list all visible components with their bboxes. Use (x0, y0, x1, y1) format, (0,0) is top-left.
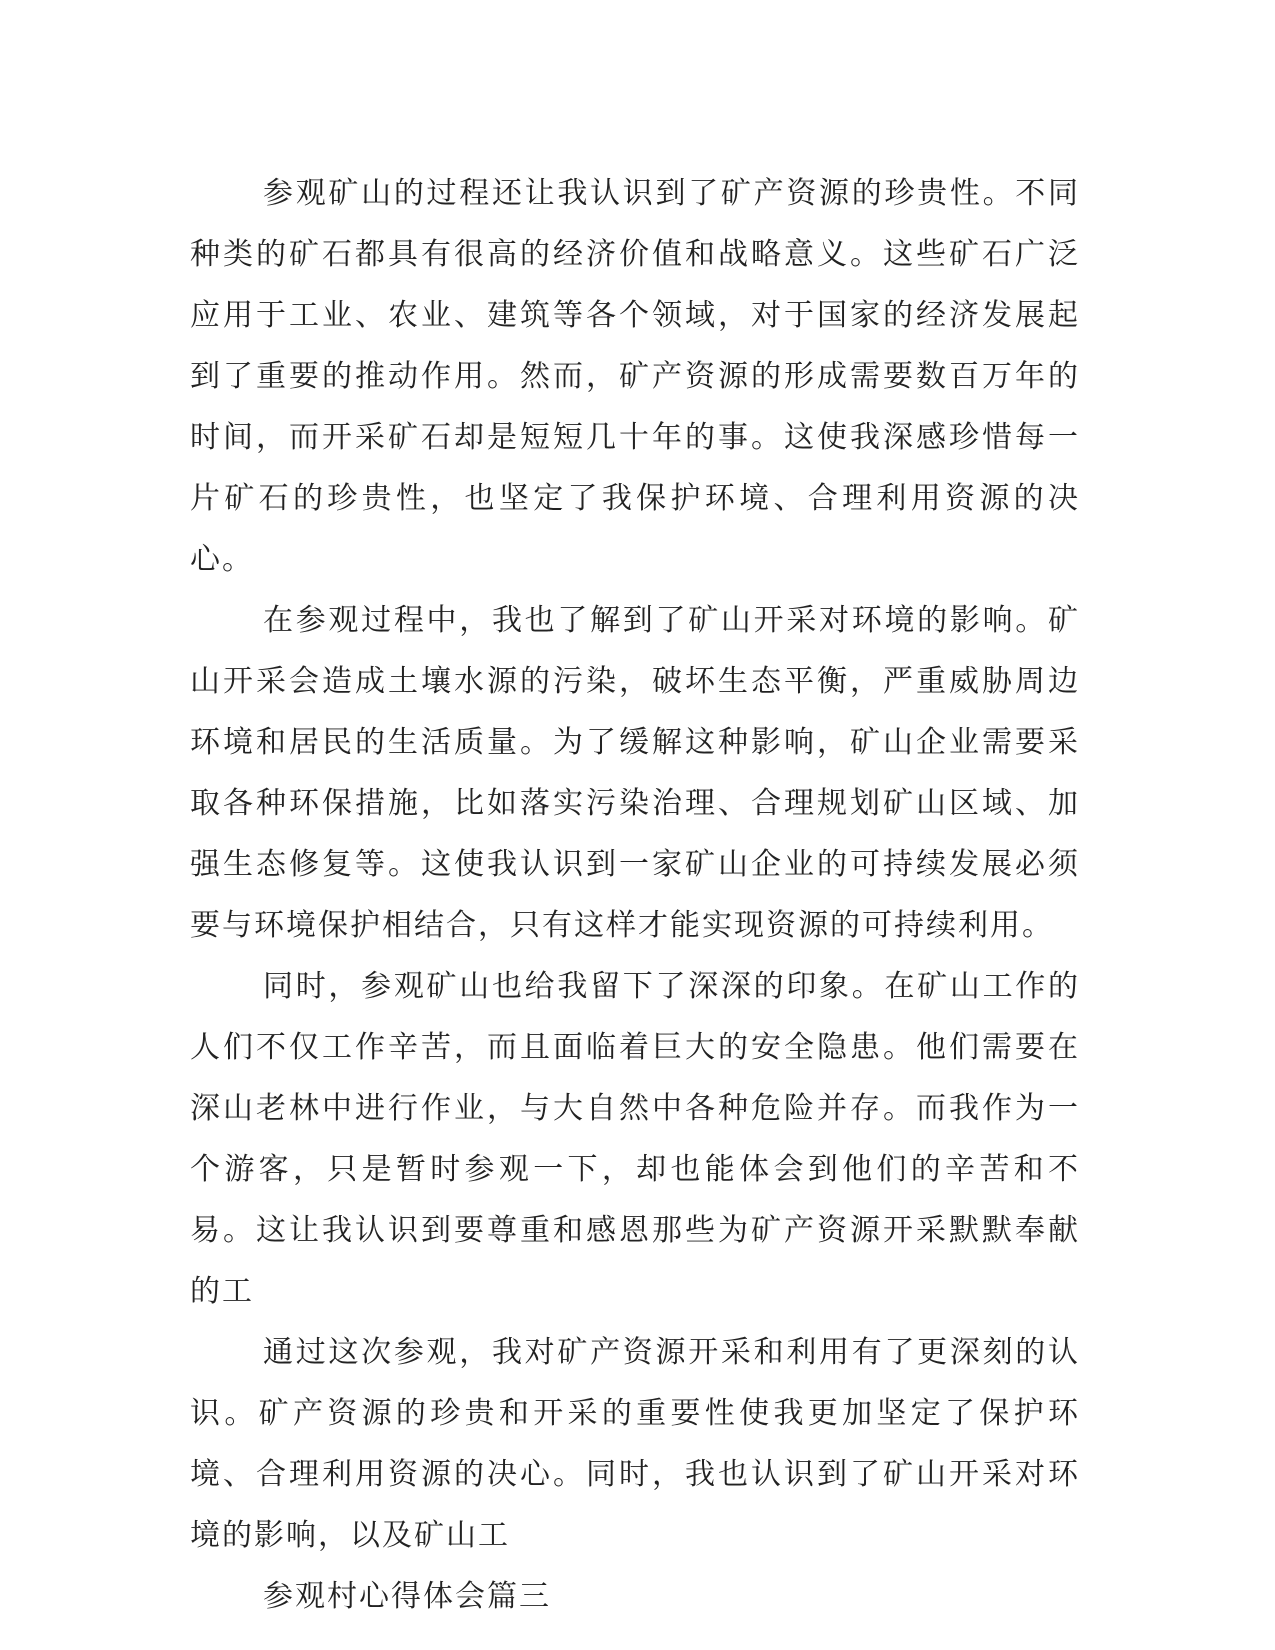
document-body (190, 163, 1080, 1627)
paragraph-4: 通过这次参观，我对矿产资源开采和利用有了更深刻的认识。矿产资源的珍贵和开采的重要性使我更加坚定了保护环境、合理利用资源的决心。同时，我也认识到了矿山开采对环境的影响，以及矿山工 (190, 1335, 1080, 1553)
paragraph-3: 同时，参观矿山也给我留下了深深的印象。在矿山工作的人们不仅工作辛苦，而且面临着巨大的安全隐患。他们需要在深山老林中进行作业，与大自然中各种危险并存。而我作为一个游客，只是暂时参观一下，却也能体会到他们的辛苦和不易。这让我认识到要尊重和感恩那些为矿产资源开采默默奉献的工 (190, 969, 1080, 1309)
paragraph-1: 参观矿山的过程还让我认识到了矿产资源的珍贵性。不同种类的矿石都具有很高的经济价值和战略意义。这些矿石广泛应用于工业、农业、建筑等各个领域，对于国家的经济发展起到了重要的推动作用。然而，矿产资源的形成需要数百万年的时间，而开采矿石却是短短几十年的事。这使我深感珍惜每一片矿石的珍贵性，也坚定了我保护环境、合理利用资源的决心。 (190, 176, 1080, 577)
paragraph-2: 在参观过程中，我也了解到了矿山开采对环境的影响。矿山开采会造成土壤水源的污染，破坏生态平衡，严重威胁周边环境和居民的生活质量。为了缓解这种影响，矿山企业需要采取各种环保措施，比如落实污染治理、合理规划矿山区域、加强生态修复等。这使我认识到一家矿山企业的可持续发展必须要与环境保护相结合，只有这样才能实现资源的可持续利用。 (190, 603, 1080, 943)
section-title: 参观村心得体会篇三 (263, 1579, 551, 1614)
